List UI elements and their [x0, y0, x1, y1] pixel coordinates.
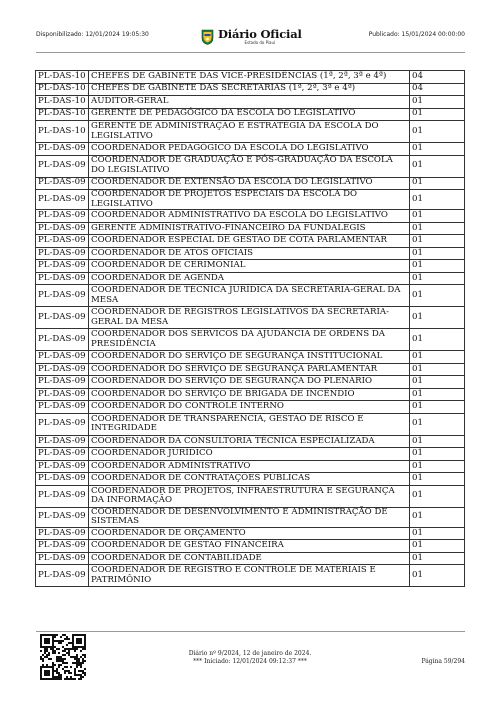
edition-line: Diário nº 9/2024, 12 de janeiro de 2024.: [188, 650, 312, 657]
position-quantity: 01: [410, 527, 465, 540]
position-quantity: 01: [410, 329, 465, 351]
position-code: PL-DAS-09: [36, 507, 89, 527]
positions-table: [35, 70, 465, 587]
position-code: PL-DAS-09: [36, 363, 89, 376]
logo-subtitle: Estado do Piauí: [244, 40, 276, 46]
position-title: COORDENADOR DO SERVIÇO DE SEGURANÇA INSTITUCIONAL: [89, 351, 410, 364]
position-title: GERENTE DE ADMINISTRAÇÃO E ESTRATÉGIA DA ESCOLA DO LEGISLATIVO: [89, 121, 410, 143]
position-quantity: 01: [410, 190, 465, 210]
position-quantity: 01: [410, 552, 465, 565]
position-title: COORDENADOR DO SERVIÇO DE SEGURANÇA DO PLENÁRIO: [89, 376, 410, 389]
position-code: PL-DAS-09: [36, 285, 89, 307]
position-title: COORDENADOR DO SERVIÇO DE SEGURANÇA PARLAMENTAR: [89, 363, 410, 376]
position-title: GERENTE ADMINISTRATIVO-FINANCEIRO DA FUNDALEGIS: [89, 222, 410, 235]
header-divider: [36, 52, 465, 53]
position-title: COORDENADOR DE EXTENSÃO DA ESCOLA DO LEGISLATIVO: [89, 177, 410, 190]
published-date: Publicado: 15/01/2024 00:00:00: [368, 31, 465, 38]
position-quantity: 01: [410, 363, 465, 376]
position-title: COORDENADOR DE PROJETOS, INFRAESTRUTURA E SEGURANÇA DA INFORMAÇÃO: [89, 485, 410, 507]
position-quantity: 01: [410, 155, 465, 177]
position-code: PL-DAS-10: [36, 83, 89, 96]
position-code: PL-DAS-09: [36, 351, 89, 364]
position-quantity: 01: [410, 247, 465, 260]
state-seal-icon: [201, 29, 214, 45]
table-row: [36, 485, 465, 507]
position-quantity: 01: [410, 401, 465, 414]
position-quantity: 01: [410, 435, 465, 448]
position-code: PL-DAS-09: [36, 485, 89, 507]
position-title: COORDENADOR ADMINISTRATIVO: [89, 460, 410, 473]
table-row: [36, 108, 465, 121]
position-title: COORDENADOR DE CONTRATAÇÕES PÚBLICAS: [89, 473, 410, 486]
position-title: COORDENADOR DE AGENDA: [89, 272, 410, 285]
logo-title: Diário Oficial: [218, 26, 302, 41]
position-title: COORDENADOR DE CERIMONIAL: [89, 260, 410, 273]
table-row: [36, 71, 465, 84]
position-title: CHEFES DE GABINETE DAS VICE-PRESIDÊNCIAS (1ª, 2ª, 3ª e 4ª): [89, 71, 410, 84]
position-title: COORDENADOR DE PROJETOS ESPECIAIS DA ESCOLA DO LEGISLATIVO: [89, 190, 410, 210]
position-code: PL-DAS-10: [36, 108, 89, 121]
position-title: COORDENADOR DE TRANSPARENCIA, GESTÃO DE RISCO E INTEGRIDADE: [89, 413, 410, 435]
position-title: COORDENADOR DE ATOS OFICIAIS: [89, 247, 410, 260]
table-row: [36, 448, 465, 461]
position-code: PL-DAS-09: [36, 413, 89, 435]
position-code: PL-DAS-09: [36, 376, 89, 389]
table-row: [36, 363, 465, 376]
table-row: [36, 272, 465, 285]
table-row: [36, 96, 465, 109]
position-quantity: 01: [410, 507, 465, 527]
position-quantity: 01: [410, 460, 465, 473]
position-code: PL-DAS-10: [36, 71, 89, 84]
position-title: COORDENADOR DE TÉCNICA JURÍDICA DA SECRETARIA-GERAL DA MESA: [89, 285, 410, 307]
position-code: PL-DAS-09: [36, 435, 89, 448]
position-quantity: 01: [410, 307, 465, 329]
table-row: [36, 507, 465, 527]
table-row: [36, 376, 465, 389]
position-title: COORDENADOR DE REGISTRO E CONTROLE DE MATERIAIS E PATRIMÔNIO: [89, 565, 410, 587]
position-quantity: 01: [410, 351, 465, 364]
position-code: PL-DAS-09: [36, 177, 89, 190]
position-quantity: 01: [410, 540, 465, 553]
footer-divider: [36, 631, 465, 632]
position-quantity: 01: [410, 448, 465, 461]
table-row: [36, 143, 465, 156]
position-code: PL-DAS-09: [36, 155, 89, 177]
position-quantity: 04: [410, 71, 465, 84]
position-quantity: 01: [410, 485, 465, 507]
position-title: CHEFES DE GABINETE DAS SECRETARIAS (1ª, 2ª, 3ª e 4ª): [89, 83, 410, 96]
position-code: PL-DAS-09: [36, 190, 89, 210]
position-code: PL-DAS-09: [36, 565, 89, 587]
table-row: [36, 388, 465, 401]
page-number: Página 59/294: [421, 658, 465, 665]
position-quantity: 01: [410, 473, 465, 486]
table-row: [36, 565, 465, 587]
table-row: [36, 540, 465, 553]
position-code: PL-DAS-09: [36, 210, 89, 223]
position-title: GERENTE DE PEDAGÓGICO DA ESCOLA DO LEGISLATIVO: [89, 108, 410, 121]
position-quantity: 01: [410, 260, 465, 273]
position-quantity: 01: [410, 222, 465, 235]
position-title: COORDENADOR DE ORÇAMENTO: [89, 527, 410, 540]
table-row: [36, 222, 465, 235]
position-quantity: 04: [410, 83, 465, 96]
position-quantity: 01: [410, 376, 465, 389]
position-code: PL-DAS-09: [36, 247, 89, 260]
table-row: [36, 210, 465, 223]
table-row: [36, 527, 465, 540]
position-code: PL-DAS-09: [36, 307, 89, 329]
position-title: COORDENADOR DE CONTABILIDADE: [89, 552, 410, 565]
position-title: COORDENADOR DA CONSULTORIA TÉCNICA ESPECIALIZADA: [89, 435, 410, 448]
table-row: [36, 83, 465, 96]
table-row: [36, 155, 465, 177]
position-code: PL-DAS-09: [36, 143, 89, 156]
position-title: COORDENADOR DE GRADUAÇÃO E PÓS-GRADUAÇÃO DA ESCOLA DO LEGISLATIVO: [89, 155, 410, 177]
position-title: COORDENADOR DE DESENVOLVIMENTO E ADMINISTRAÇÃO DE SISTEMAS: [89, 507, 410, 527]
table-row: [36, 351, 465, 364]
position-code: PL-DAS-09: [36, 329, 89, 351]
table-row: [36, 552, 465, 565]
diario-oficial-logo: [201, 26, 302, 48]
table-row: [36, 260, 465, 273]
footer-info: [150, 650, 350, 666]
position-code: PL-DAS-09: [36, 388, 89, 401]
position-code: PL-DAS-09: [36, 540, 89, 553]
qr-code: [40, 634, 86, 680]
position-quantity: 01: [410, 272, 465, 285]
position-code: PL-DAS-10: [36, 96, 89, 109]
position-code: PL-DAS-10: [36, 121, 89, 143]
table-row: [36, 307, 465, 329]
position-title: COORDENADOR JURÍDICO: [89, 448, 410, 461]
position-code: PL-DAS-09: [36, 272, 89, 285]
position-quantity: 01: [410, 285, 465, 307]
position-title: COORDENADOR ESPECIAL DE GESTÃO DE COTA PARLAMENTAR: [89, 235, 410, 248]
table-row: [36, 235, 465, 248]
table-row: [36, 460, 465, 473]
position-code: PL-DAS-09: [36, 552, 89, 565]
position-quantity: 01: [410, 235, 465, 248]
table-row: [36, 121, 465, 143]
table-row: [36, 177, 465, 190]
position-quantity: 01: [410, 210, 465, 223]
position-quantity: 01: [410, 108, 465, 121]
position-title: COORDENADOR DO CONTROLE INTERNO: [89, 401, 410, 414]
position-title: COORDENADOR DOS SERVICOS DA AJUDÂNCIA DE ORDENS DA PRESIDÊNCIA: [89, 329, 410, 351]
table-row: [36, 329, 465, 351]
position-code: PL-DAS-09: [36, 260, 89, 273]
position-title: COORDENADOR DE REGISTROS LEGISLATIVOS DA SECRETARIA-GERAL DA MESA: [89, 307, 410, 329]
table-row: [36, 435, 465, 448]
position-title: COORDENADOR ADMINISTRATIVO DA ESCOLA DO LEGISLATIVO: [89, 210, 410, 223]
position-title: COORDENADOR PEDAGÓGICO DA ESCOLA DO LEGISLATIVO: [89, 143, 410, 156]
position-quantity: 01: [410, 565, 465, 587]
position-code: PL-DAS-09: [36, 401, 89, 414]
page-header: [36, 26, 465, 48]
position-quantity: 01: [410, 96, 465, 109]
position-code: PL-DAS-09: [36, 460, 89, 473]
table-row: [36, 413, 465, 435]
position-title: COORDENADOR DE GESTÃO FINANCEIRA: [89, 540, 410, 553]
position-code: PL-DAS-09: [36, 222, 89, 235]
position-title: COORDENADOR DO SERVIÇO DE BRIGADA DE INCÊNDIO: [89, 388, 410, 401]
position-quantity: 01: [410, 121, 465, 143]
table-row: [36, 473, 465, 486]
position-quantity: 01: [410, 388, 465, 401]
table-row: [36, 285, 465, 307]
position-title: AUDITOR-GERAL: [89, 96, 410, 109]
table-row: [36, 190, 465, 210]
position-quantity: 01: [410, 143, 465, 156]
available-date: Disponibilizado: 12/01/2024 19:05:30: [36, 31, 149, 38]
position-code: PL-DAS-09: [36, 235, 89, 248]
position-code: PL-DAS-09: [36, 448, 89, 461]
position-code: PL-DAS-09: [36, 527, 89, 540]
position-code: PL-DAS-09: [36, 473, 89, 486]
started-line: *** Iniciado: 12/01/2024 09:12:37 ***: [193, 658, 307, 665]
table-row: [36, 247, 465, 260]
position-quantity: 01: [410, 413, 465, 435]
table-row: [36, 401, 465, 414]
position-quantity: 01: [410, 177, 465, 190]
